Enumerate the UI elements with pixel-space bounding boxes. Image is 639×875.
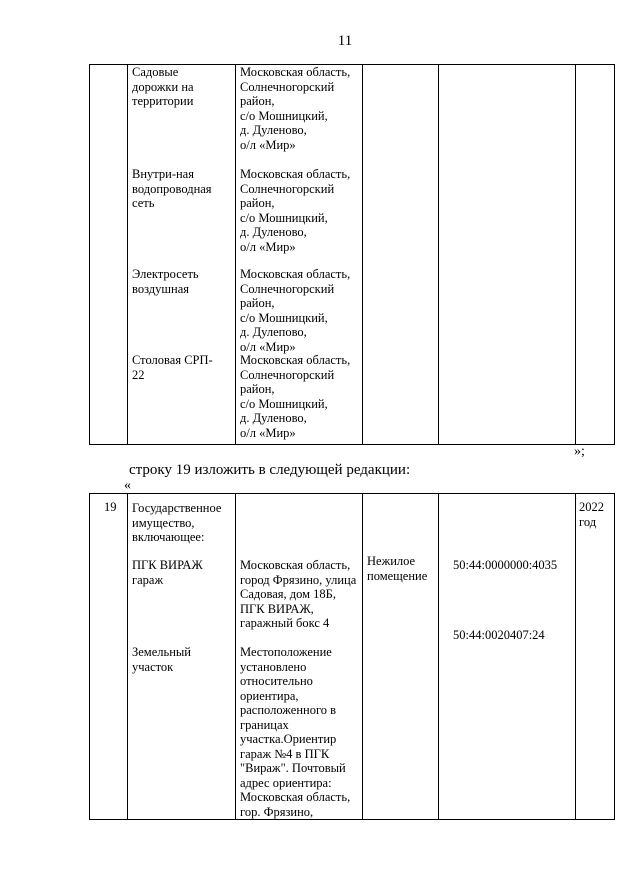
name-item-2: Внутри-ная водопроводная сеть <box>132 167 212 210</box>
address-item-4: Московская область, Солнечногорский район, с/о Мошницкий, д. Дуленово, о/л «Мир» <box>240 353 351 440</box>
type-cell <box>363 494 439 820</box>
item-2-cadastral: 50:44:0020407:24 <box>453 628 545 642</box>
type-cell <box>363 65 439 445</box>
name-item-4: Столовая СРП- 22 <box>132 353 213 382</box>
year-cell <box>576 65 615 445</box>
address-item-3: Московская область, Солнечногорский район, с/о Мошницкий, д. Дулепово, о/л «Мир» <box>240 267 351 354</box>
cadastral-cell <box>439 494 576 820</box>
item-1-name: ПГК ВИРАЖ гараж <box>132 558 203 587</box>
item-1-address: Московская область, город Фрязино, улица Садовая, дом 18Б, ПГК ВИРАЖ, гаражный бокс 4 <box>240 558 357 630</box>
closing-quote: »; <box>574 444 585 459</box>
address-item-2: Московская область, Солнечногорский район, с/о Мошницкий, д. Дуленово, о/л «Мир» <box>240 167 351 254</box>
address-cell <box>236 494 363 820</box>
row-number: 19 <box>104 500 117 514</box>
cadastral-cell <box>439 65 576 445</box>
item-1-cadastral: 50:44:0000000:4035 <box>453 558 558 572</box>
name-cell <box>128 494 236 820</box>
property-table-row-19 <box>89 493 615 820</box>
year-cell <box>576 494 615 820</box>
name-item-1: Садовые дорожки на территории <box>132 65 194 108</box>
page-number: 11 <box>337 33 353 49</box>
address-cell <box>236 65 363 445</box>
address-item-1: Московская область, Солнечногорский район, с/о Мошницкий, д. Дуленово, о/л «Мир» <box>240 65 351 152</box>
amendment-text: строку 19 изложить в следующей редакции: <box>129 462 411 478</box>
year: 2022 год <box>579 500 604 529</box>
property-table-continued <box>89 64 615 445</box>
item-1-type: Нежилое помещение <box>367 554 428 583</box>
header-name: Государственное имущество, включающее: <box>132 501 222 544</box>
number-cell <box>90 494 128 820</box>
number-cell <box>90 65 128 445</box>
name-item-3: Электросеть воздушная <box>132 267 199 296</box>
item-2-name: Земельный участок <box>132 645 191 674</box>
name-cell <box>128 65 236 445</box>
item-2-address: Местоположение установлено относительно ориентира, расположенного в границах участка.Ориентир гараж №4 в ПГК "Вираж". Почтовый адрес ориентира: Московская область, гор. Фрязино, <box>240 645 351 819</box>
opening-quote: « <box>124 478 131 493</box>
